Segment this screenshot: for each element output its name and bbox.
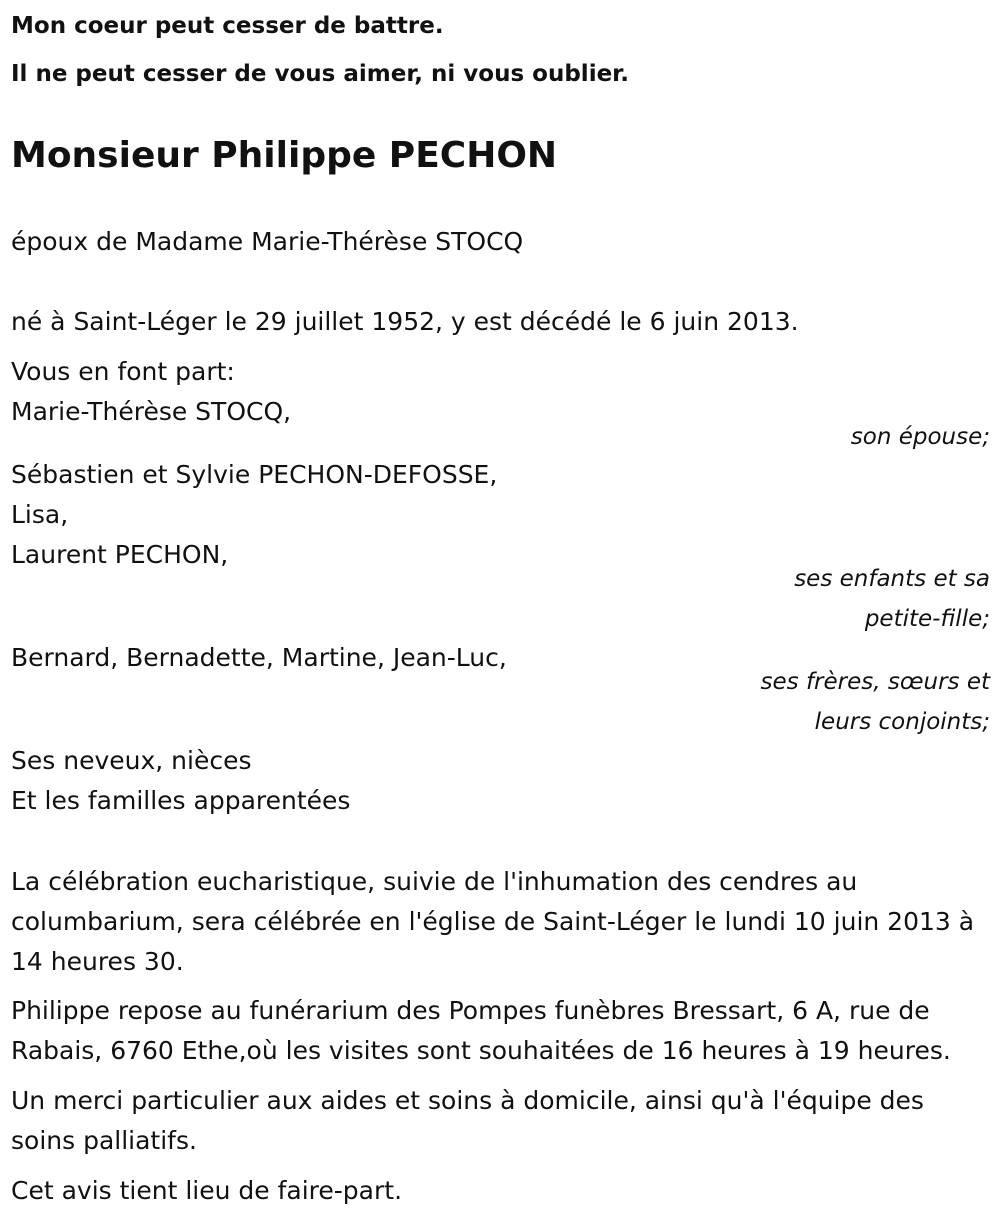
spouse-line: époux de Madame Marie-Thérèse STOCQ — [11, 227, 524, 256]
relation-label-line: ses frères, sœurs et — [760, 669, 990, 695]
visitation-paragraph: Philippe repose au funérarium des Pompes funèbres Bressart, 6 A, rue de Rabais, 6760 Ethe,où les visites sont souhaitées de 16 heures à 19 heures. — [11, 996, 951, 1065]
ceremony-paragraph: La célébration eucharistique, suivie de l'inhumation des cendres au columbarium, sera célébrée en l'église de Saint-Léger le lundi 10 juin 2013 à 14 heures 30. — [11, 867, 975, 976]
announcer-name: Marie-Thérèse STOCQ, — [11, 397, 292, 426]
announcer-name: Sébastien et Sylvie PECHON-DEFOSSE, — [11, 460, 498, 489]
announcers-intro: Vous en font part: — [11, 357, 235, 386]
relation-label — [794, 559, 990, 639]
relation-label — [761, 662, 990, 742]
relation-label — [851, 417, 990, 457]
other-relatives: Et les familles apparentées — [11, 786, 351, 815]
announcer-name: Lisa, — [11, 500, 69, 529]
deceased-name: Monsieur Philippe PECHON — [11, 135, 558, 176]
birth-death-line: né à Saint-Léger le 29 juillet 1952, y est décédé le 6 juin 2013. — [11, 307, 799, 336]
verse-line-1: Mon coeur peut cesser de battre. — [11, 13, 444, 39]
announcer-name: Laurent PECHON, — [11, 540, 229, 569]
verse-line-2: Il ne peut cesser de vous aimer, ni vous oublier. — [11, 61, 629, 87]
relation-label-line: ses enfants et sa — [794, 566, 990, 592]
notice-paragraph: Cet avis tient lieu de faire-part. — [11, 1176, 403, 1205]
thanks-paragraph: Un merci particulier aux aides et soins à domicile, ainsi qu'à l'équipe des soins palliatifs. — [11, 1086, 924, 1155]
announcer-name: Bernard, Bernadette, Martine, Jean-Luc, — [11, 643, 507, 672]
relation-label-line: son épouse; — [850, 424, 990, 450]
other-relatives: Ses neveux, nièces — [11, 746, 252, 775]
relation-label-line: petite-fille; — [864, 606, 990, 632]
relation-label-line: leurs conjoints; — [814, 709, 990, 735]
